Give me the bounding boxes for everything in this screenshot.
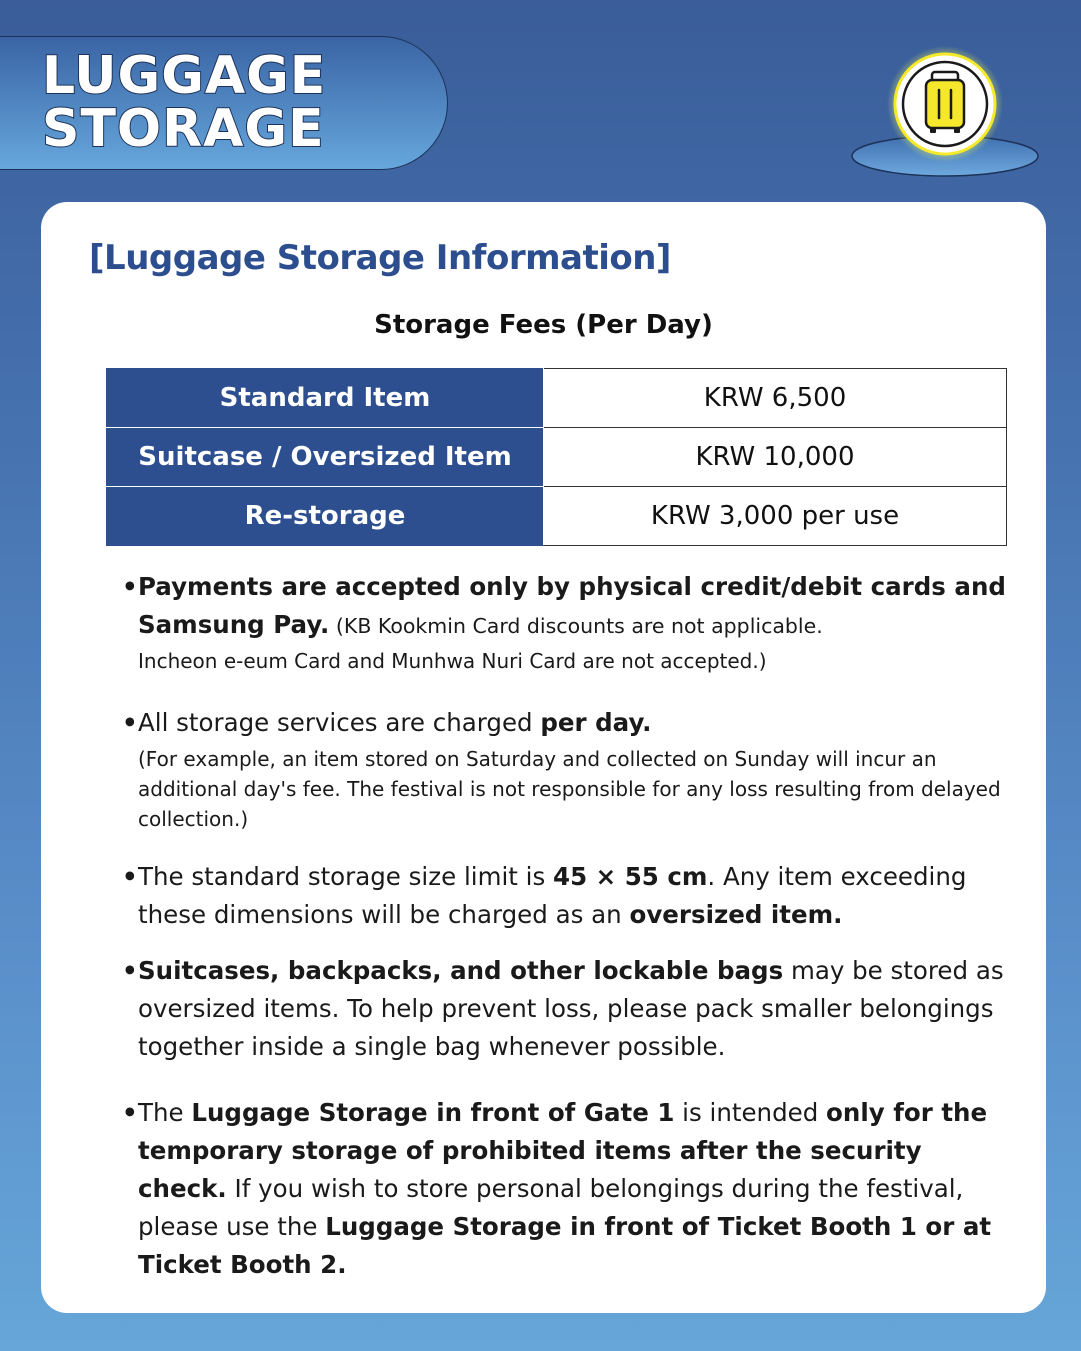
note-gate-text-3: If you wish to store personal belongings during the festival, please use the — [138, 1174, 964, 1241]
note-size-bold-2: oversized item. — [629, 900, 843, 929]
fee-item-price: KRW 10,000 — [544, 428, 1007, 487]
fees-heading: Storage Fees (Per Day) — [374, 310, 713, 340]
page-title-line-2: STORAGE — [42, 99, 325, 159]
note-gate-bold-2: only for the temporary storage of prohibited items after the security check. — [138, 1098, 988, 1203]
table-row — [107, 428, 1007, 487]
note-per-day-text: All storage services are charged — [138, 708, 541, 737]
note-per-day-detail: (For example, an item stored on Saturday and collected on Sunday will incur an additional day's fee. The festival is not responsible for any loss resulting from delayed collection.) — [138, 747, 1001, 831]
note-gate-text-1: The — [138, 1098, 192, 1127]
note-payment-detail-2: Incheon e-eum Card and Munhwa Nuri Card are not accepted.) — [138, 649, 767, 673]
suitcase-icon — [848, 44, 1042, 180]
info-card — [41, 202, 1046, 1313]
note-bags-bold: Suitcases, backpacks, and other lockable bags — [138, 956, 784, 985]
fee-item-price: KRW 6,500 — [544, 369, 1007, 428]
note-payment-detail-1: (KB Kookmin Card discounts are not applicable. — [329, 614, 823, 638]
fee-item-price: KRW 3,000 per use — [544, 487, 1007, 546]
bullet-dot: • — [122, 862, 138, 891]
section-title: [Luggage Storage Information] — [89, 238, 671, 278]
note-payment-bold: Payments are accepted only by physical credit/debit cards and Samsung Pay. — [138, 572, 1006, 639]
note-size-text-2: . Any item exceeding these dimensions will be charged as an — [138, 862, 967, 929]
note-per-day — [122, 704, 1018, 834]
table-row — [107, 487, 1007, 546]
note-gate-text-2: is intended — [674, 1098, 827, 1127]
fee-item-label: Suitcase / Oversized Item — [107, 428, 544, 487]
fee-item-label: Re-storage — [107, 487, 544, 546]
page-title-line-1: LUGGAGE — [42, 46, 327, 106]
fee-table — [106, 368, 1007, 546]
fee-item-label: Standard Item — [107, 369, 544, 428]
bullet-dot: • — [122, 708, 138, 737]
table-row — [107, 369, 1007, 428]
note-bags — [122, 952, 1018, 1066]
note-gate-bold-3: Luggage Storage in front of Ticket Booth 1 or at Ticket Booth 2. — [138, 1212, 992, 1279]
bullet-dot: • — [122, 572, 138, 601]
note-size — [122, 858, 1018, 934]
bullet-dot: • — [122, 1098, 138, 1127]
note-gate — [122, 1094, 1018, 1284]
note-payment — [122, 568, 1018, 676]
bullet-dot: • — [122, 956, 138, 985]
note-bags-text: may be stored as oversized items. To help prevent loss, please pack smaller belongings together inside a single bag whenever possible. — [138, 956, 1004, 1061]
note-size-bold-1: 45 × 55 cm — [553, 862, 708, 891]
note-per-day-bold: per day. — [540, 708, 652, 737]
note-size-text-1: The standard storage size limit is — [138, 862, 554, 891]
note-gate-bold-1: Luggage Storage in front of Gate 1 — [191, 1098, 675, 1127]
